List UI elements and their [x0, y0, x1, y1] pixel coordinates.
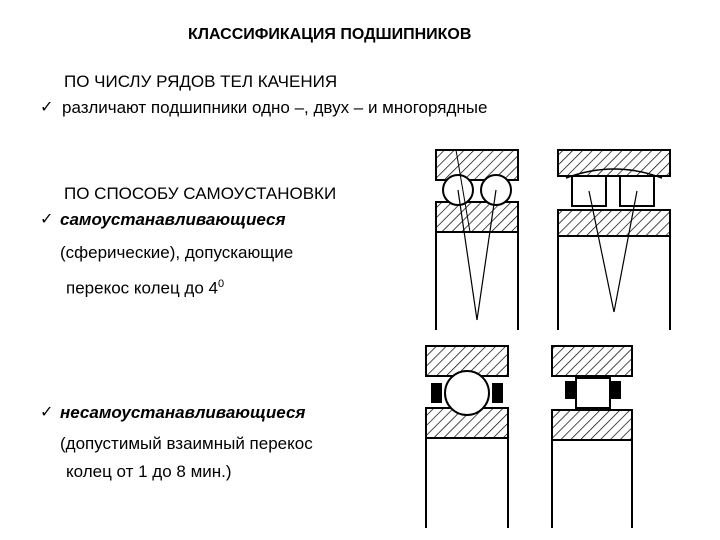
section-self-align-heading: ПО СПОСОБУ САМОУСТАНОВКИ: [64, 184, 337, 203]
section-rows-bullet: различают подшипники одно –, двух – и многорядные: [62, 98, 488, 117]
check-icon: ✓: [40, 99, 54, 116]
deep-groove-ball-bearing-drawing: [426, 346, 508, 528]
degree-superscript: 0: [217, 278, 225, 290]
section-rows-heading: ПО ЧИСЛУ РЯДОВ ТЕЛ КАЧЕНИЯ: [64, 72, 338, 91]
cylindrical-roller-bearing-drawing: [552, 346, 632, 528]
non-self-aligning-title: несамоустанавливающиеся: [60, 403, 306, 422]
page-title: КЛАССИФИКАЦИЯ ПОДШИПНИКОВ: [188, 26, 472, 43]
self-aligning-desc-line: (сферические), допускающие: [60, 243, 294, 262]
check-icon: ✓: [40, 404, 54, 421]
check-icon: ✓: [40, 211, 54, 228]
non-self-aligning-desc-line: колец от 1 до 8 мин.): [66, 462, 232, 481]
self-aligning-title: самоустанавливающиеся: [60, 210, 286, 229]
double-row-ball-bearing-drawing: [436, 150, 518, 330]
spherical-roller-bearing-drawing: [558, 150, 670, 330]
self-aligning-angle-text: перекос колец до 4: [66, 278, 218, 298]
non-self-aligning-desc-line: (допустимый взаимный перекос: [60, 434, 313, 453]
